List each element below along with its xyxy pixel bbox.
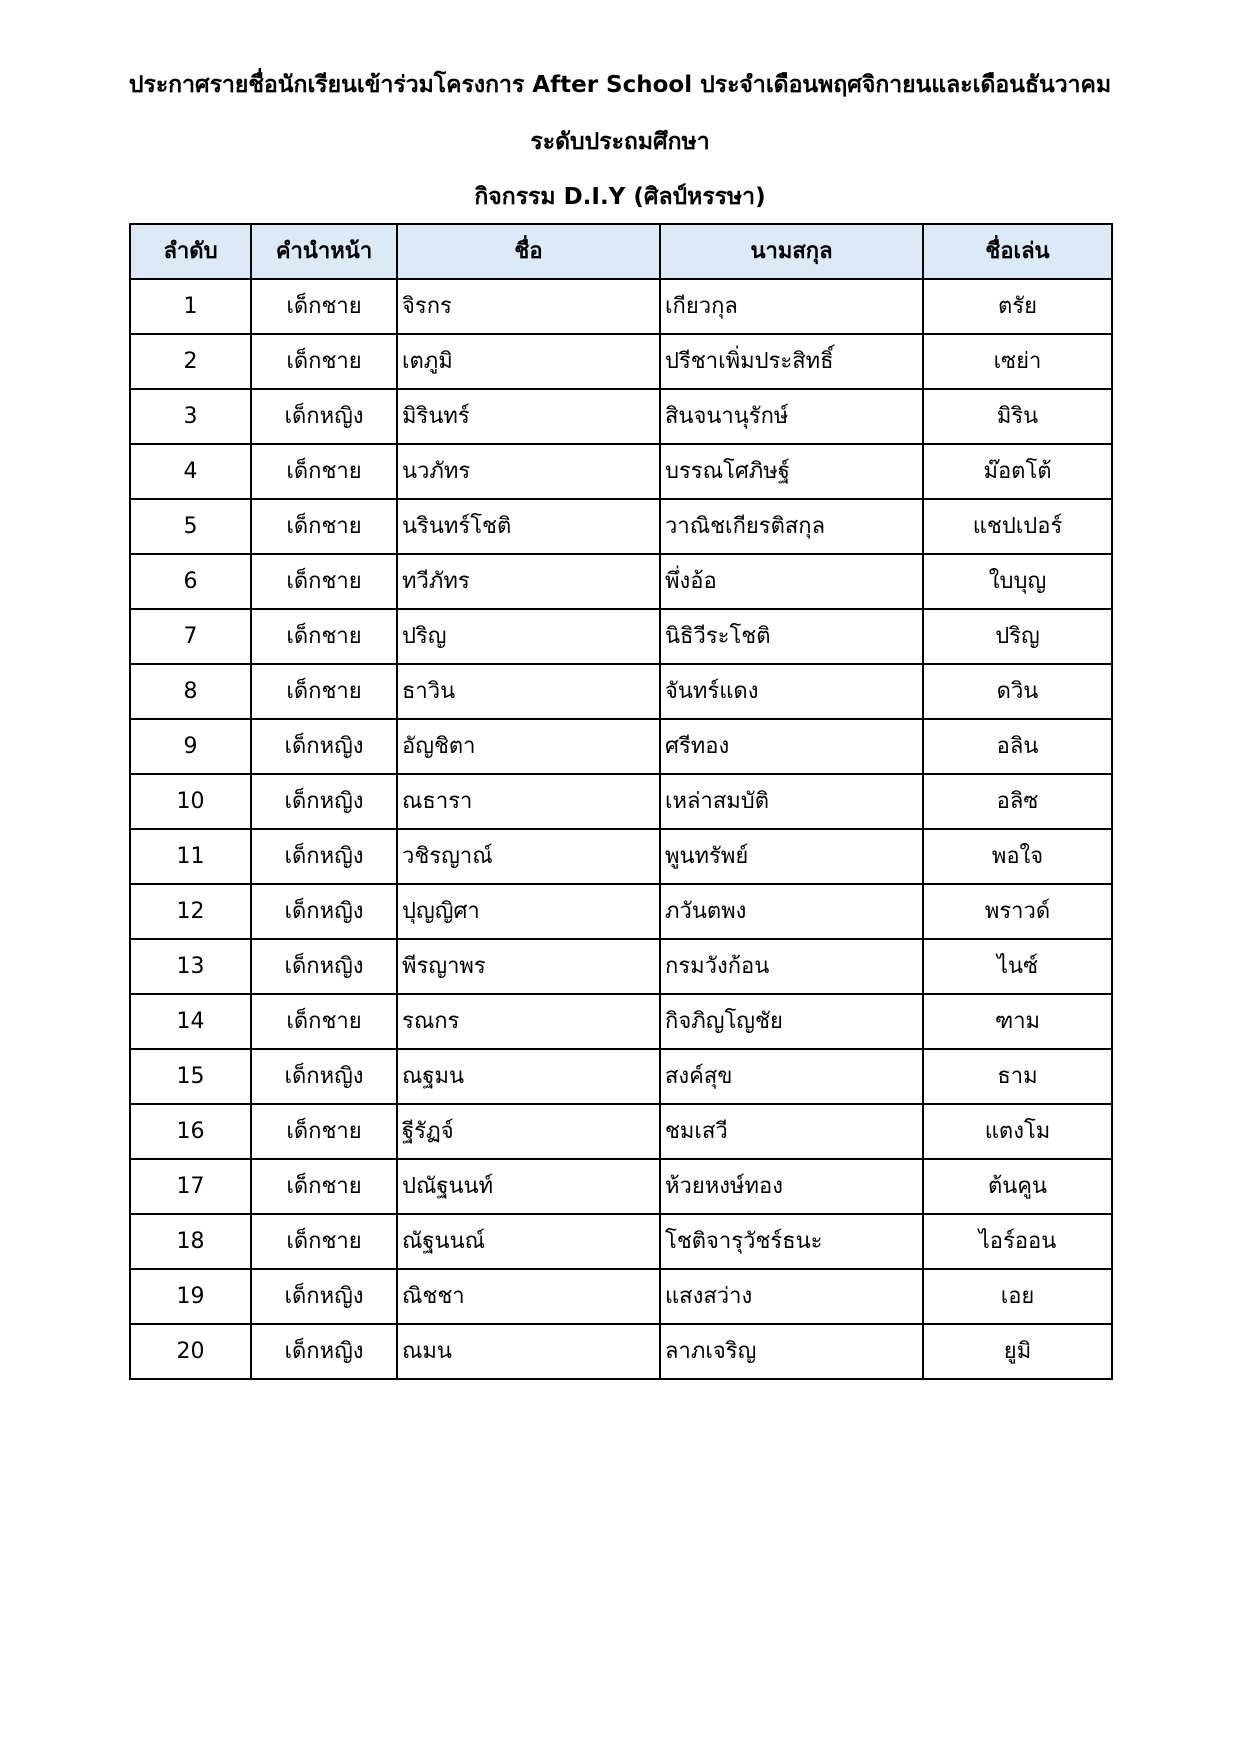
table-header — [130, 224, 1112, 279]
nickname-cell: ม๊อตโต้ — [923, 444, 1112, 499]
last-name-cell: แสงสว่าง — [660, 1269, 923, 1324]
table-row — [130, 884, 1112, 939]
name-prefix-cell: เด็กชาย — [251, 664, 397, 719]
first-name-cell: เตภูมิ — [397, 334, 660, 389]
row-number-cell: 1 — [130, 279, 251, 334]
table-row — [130, 829, 1112, 884]
row-number-cell: 8 — [130, 664, 251, 719]
nickname-cell: ดวิน — [923, 664, 1112, 719]
last-name-cell: ลาภเจริญ — [660, 1324, 923, 1379]
name-prefix-cell: เด็กชาย — [251, 444, 397, 499]
name-prefix-cell: เด็กชาย — [251, 554, 397, 609]
first-name-cell: วชิรญาณ์ — [397, 829, 660, 884]
first-name-cell: นรินทร์โชติ — [397, 499, 660, 554]
nickname-cell: ไนซ์ — [923, 939, 1112, 994]
last-name-cell: บรรณโศภิษฐ์ — [660, 444, 923, 499]
last-name-cell: กิจภิญโญชัย — [660, 994, 923, 1049]
last-name-cell: สงค์สุข — [660, 1049, 923, 1104]
name-prefix-cell: เด็กชาย — [251, 994, 397, 1049]
table-row — [130, 719, 1112, 774]
name-prefix-cell: เด็กหญิง — [251, 939, 397, 994]
last-name-cell: พูนทรัพย์ — [660, 829, 923, 884]
column-header-prefix: คำนำหน้า — [251, 224, 397, 279]
first-name-cell: ปณัฐนนท์ — [397, 1159, 660, 1214]
name-prefix-cell: เด็กชาย — [251, 1104, 397, 1159]
first-name-cell: รณกร — [397, 994, 660, 1049]
name-prefix-cell: เด็กหญิง — [251, 719, 397, 774]
row-number-cell: 13 — [130, 939, 251, 994]
table-row — [130, 1104, 1112, 1159]
row-number-cell: 17 — [130, 1159, 251, 1214]
table-row — [130, 389, 1112, 444]
table-row — [130, 554, 1112, 609]
table-row — [130, 609, 1112, 664]
nickname-cell: แตงโม — [923, 1104, 1112, 1159]
nickname-cell: มิริน — [923, 389, 1112, 444]
name-prefix-cell: เด็กหญิง — [251, 1269, 397, 1324]
table-row — [130, 1049, 1112, 1104]
row-number-cell: 19 — [130, 1269, 251, 1324]
row-number-cell: 12 — [130, 884, 251, 939]
row-number-cell: 2 — [130, 334, 251, 389]
row-number-cell: 3 — [130, 389, 251, 444]
first-name-cell: ปุญญิศา — [397, 884, 660, 939]
last-name-cell: ชมเสวี — [660, 1104, 923, 1159]
name-prefix-cell: เด็กหญิง — [251, 884, 397, 939]
last-name-cell: ภวันตพง — [660, 884, 923, 939]
announcement-title: ประกาศรายชื่อนักเรียนเข้าร่วมโครงการ After School ประจำเดือนพฤศจิกายนและเดือนธันวาคม — [128, 72, 1112, 98]
nickname-cell: เอย — [923, 1269, 1112, 1324]
name-prefix-cell: เด็กหญิง — [251, 389, 397, 444]
first-name-cell: ฐีรัฏจ์ — [397, 1104, 660, 1159]
name-prefix-cell: เด็กชาย — [251, 334, 397, 389]
name-prefix-cell: เด็กหญิง — [251, 1324, 397, 1379]
last-name-cell: ศรีทอง — [660, 719, 923, 774]
column-header-nickname: ชื่อเล่น — [923, 224, 1112, 279]
row-number-cell: 9 — [130, 719, 251, 774]
nickname-cell: ใบบุญ — [923, 554, 1112, 609]
table-row — [130, 279, 1112, 334]
first-name-cell: นวภัทร — [397, 444, 660, 499]
column-header-number: ลำดับ — [130, 224, 251, 279]
row-number-cell: 16 — [130, 1104, 251, 1159]
last-name-cell: เหล่าสมบัติ — [660, 774, 923, 829]
table-row — [130, 774, 1112, 829]
first-name-cell: พีรญาพร — [397, 939, 660, 994]
row-number-cell: 20 — [130, 1324, 251, 1379]
row-number-cell: 6 — [130, 554, 251, 609]
table-row — [130, 1269, 1112, 1324]
name-prefix-cell: เด็กชาย — [251, 279, 397, 334]
last-name-cell: เกียวกุล — [660, 279, 923, 334]
last-name-cell: กรมวังก้อน — [660, 939, 923, 994]
row-number-cell: 10 — [130, 774, 251, 829]
row-number-cell: 18 — [130, 1214, 251, 1269]
row-number-cell: 4 — [130, 444, 251, 499]
last-name-cell: โชติจารุวัชร์ธนะ — [660, 1214, 923, 1269]
nickname-cell: พราวด์ — [923, 884, 1112, 939]
activity-subtitle: กิจกรรม D.I.Y (ศิลป์หรรษา) — [474, 184, 766, 210]
last-name-cell: พึ่งอ้อ — [660, 554, 923, 609]
last-name-cell: นิธิวีระโชติ — [660, 609, 923, 664]
name-prefix-cell: เด็กหญิง — [251, 829, 397, 884]
nickname-cell: แชปเปอร์ — [923, 499, 1112, 554]
nickname-cell: เซย่า — [923, 334, 1112, 389]
nickname-cell: ต้นคูน — [923, 1159, 1112, 1214]
column-header-last-name: นามสกุล — [660, 224, 923, 279]
table-row — [130, 334, 1112, 389]
row-number-cell: 7 — [130, 609, 251, 664]
name-prefix-cell: เด็กชาย — [251, 499, 397, 554]
name-prefix-cell: เด็กหญิง — [251, 1049, 397, 1104]
table-body — [130, 279, 1112, 1379]
table-row — [130, 1324, 1112, 1379]
nickname-cell: ปริญ — [923, 609, 1112, 664]
first-name-cell: จิรกร — [397, 279, 660, 334]
table-row — [130, 664, 1112, 719]
first-name-cell: ณมน — [397, 1324, 660, 1379]
last-name-cell: ปรีชาเพิ่มประสิทธิ์ — [660, 334, 923, 389]
table-row — [130, 994, 1112, 1049]
table-header-row — [130, 224, 1112, 279]
last-name-cell: วาณิชเกียรติสกุล — [660, 499, 923, 554]
row-number-cell: 14 — [130, 994, 251, 1049]
nickname-cell: ยูมิ — [923, 1324, 1112, 1379]
first-name-cell: ธาวิน — [397, 664, 660, 719]
table-row — [130, 939, 1112, 994]
first-name-cell: มิรินทร์ — [397, 389, 660, 444]
last-name-cell: ห้วยหงษ์ทอง — [660, 1159, 923, 1214]
first-name-cell: ทวีภัทร — [397, 554, 660, 609]
first-name-cell: ปริญ — [397, 609, 660, 664]
nickname-cell: อลิซ — [923, 774, 1112, 829]
row-number-cell: 15 — [130, 1049, 251, 1104]
column-header-first-name: ชื่อ — [397, 224, 660, 279]
first-name-cell: ณฐมน — [397, 1049, 660, 1104]
last-name-cell: จันทร์แดง — [660, 664, 923, 719]
first-name-cell: อัญชิตา — [397, 719, 660, 774]
nickname-cell: ไอร์ออน — [923, 1214, 1112, 1269]
name-prefix-cell: เด็กหญิง — [251, 774, 397, 829]
last-name-cell: สินจนานุรักษ์ — [660, 389, 923, 444]
nickname-cell: ฑาม — [923, 994, 1112, 1049]
nickname-cell: ธาม — [923, 1049, 1112, 1104]
first-name-cell: ณธารา — [397, 774, 660, 829]
name-prefix-cell: เด็กชาย — [251, 1159, 397, 1214]
first-name-cell: ณัฐนนณ์ — [397, 1214, 660, 1269]
row-number-cell: 11 — [130, 829, 251, 884]
table-row — [130, 499, 1112, 554]
student-roster-table — [129, 223, 1113, 1380]
first-name-cell: ณิชชา — [397, 1269, 660, 1324]
nickname-cell: พอใจ — [923, 829, 1112, 884]
name-prefix-cell: เด็กชาย — [251, 1214, 397, 1269]
name-prefix-cell: เด็กชาย — [251, 609, 397, 664]
row-number-cell: 5 — [130, 499, 251, 554]
table-row — [130, 1159, 1112, 1214]
education-level-subtitle: ระดับประถมศึกษา — [530, 129, 710, 155]
nickname-cell: อลิน — [923, 719, 1112, 774]
table-row — [130, 1214, 1112, 1269]
table-row — [130, 444, 1112, 499]
nickname-cell: ตรัย — [923, 279, 1112, 334]
